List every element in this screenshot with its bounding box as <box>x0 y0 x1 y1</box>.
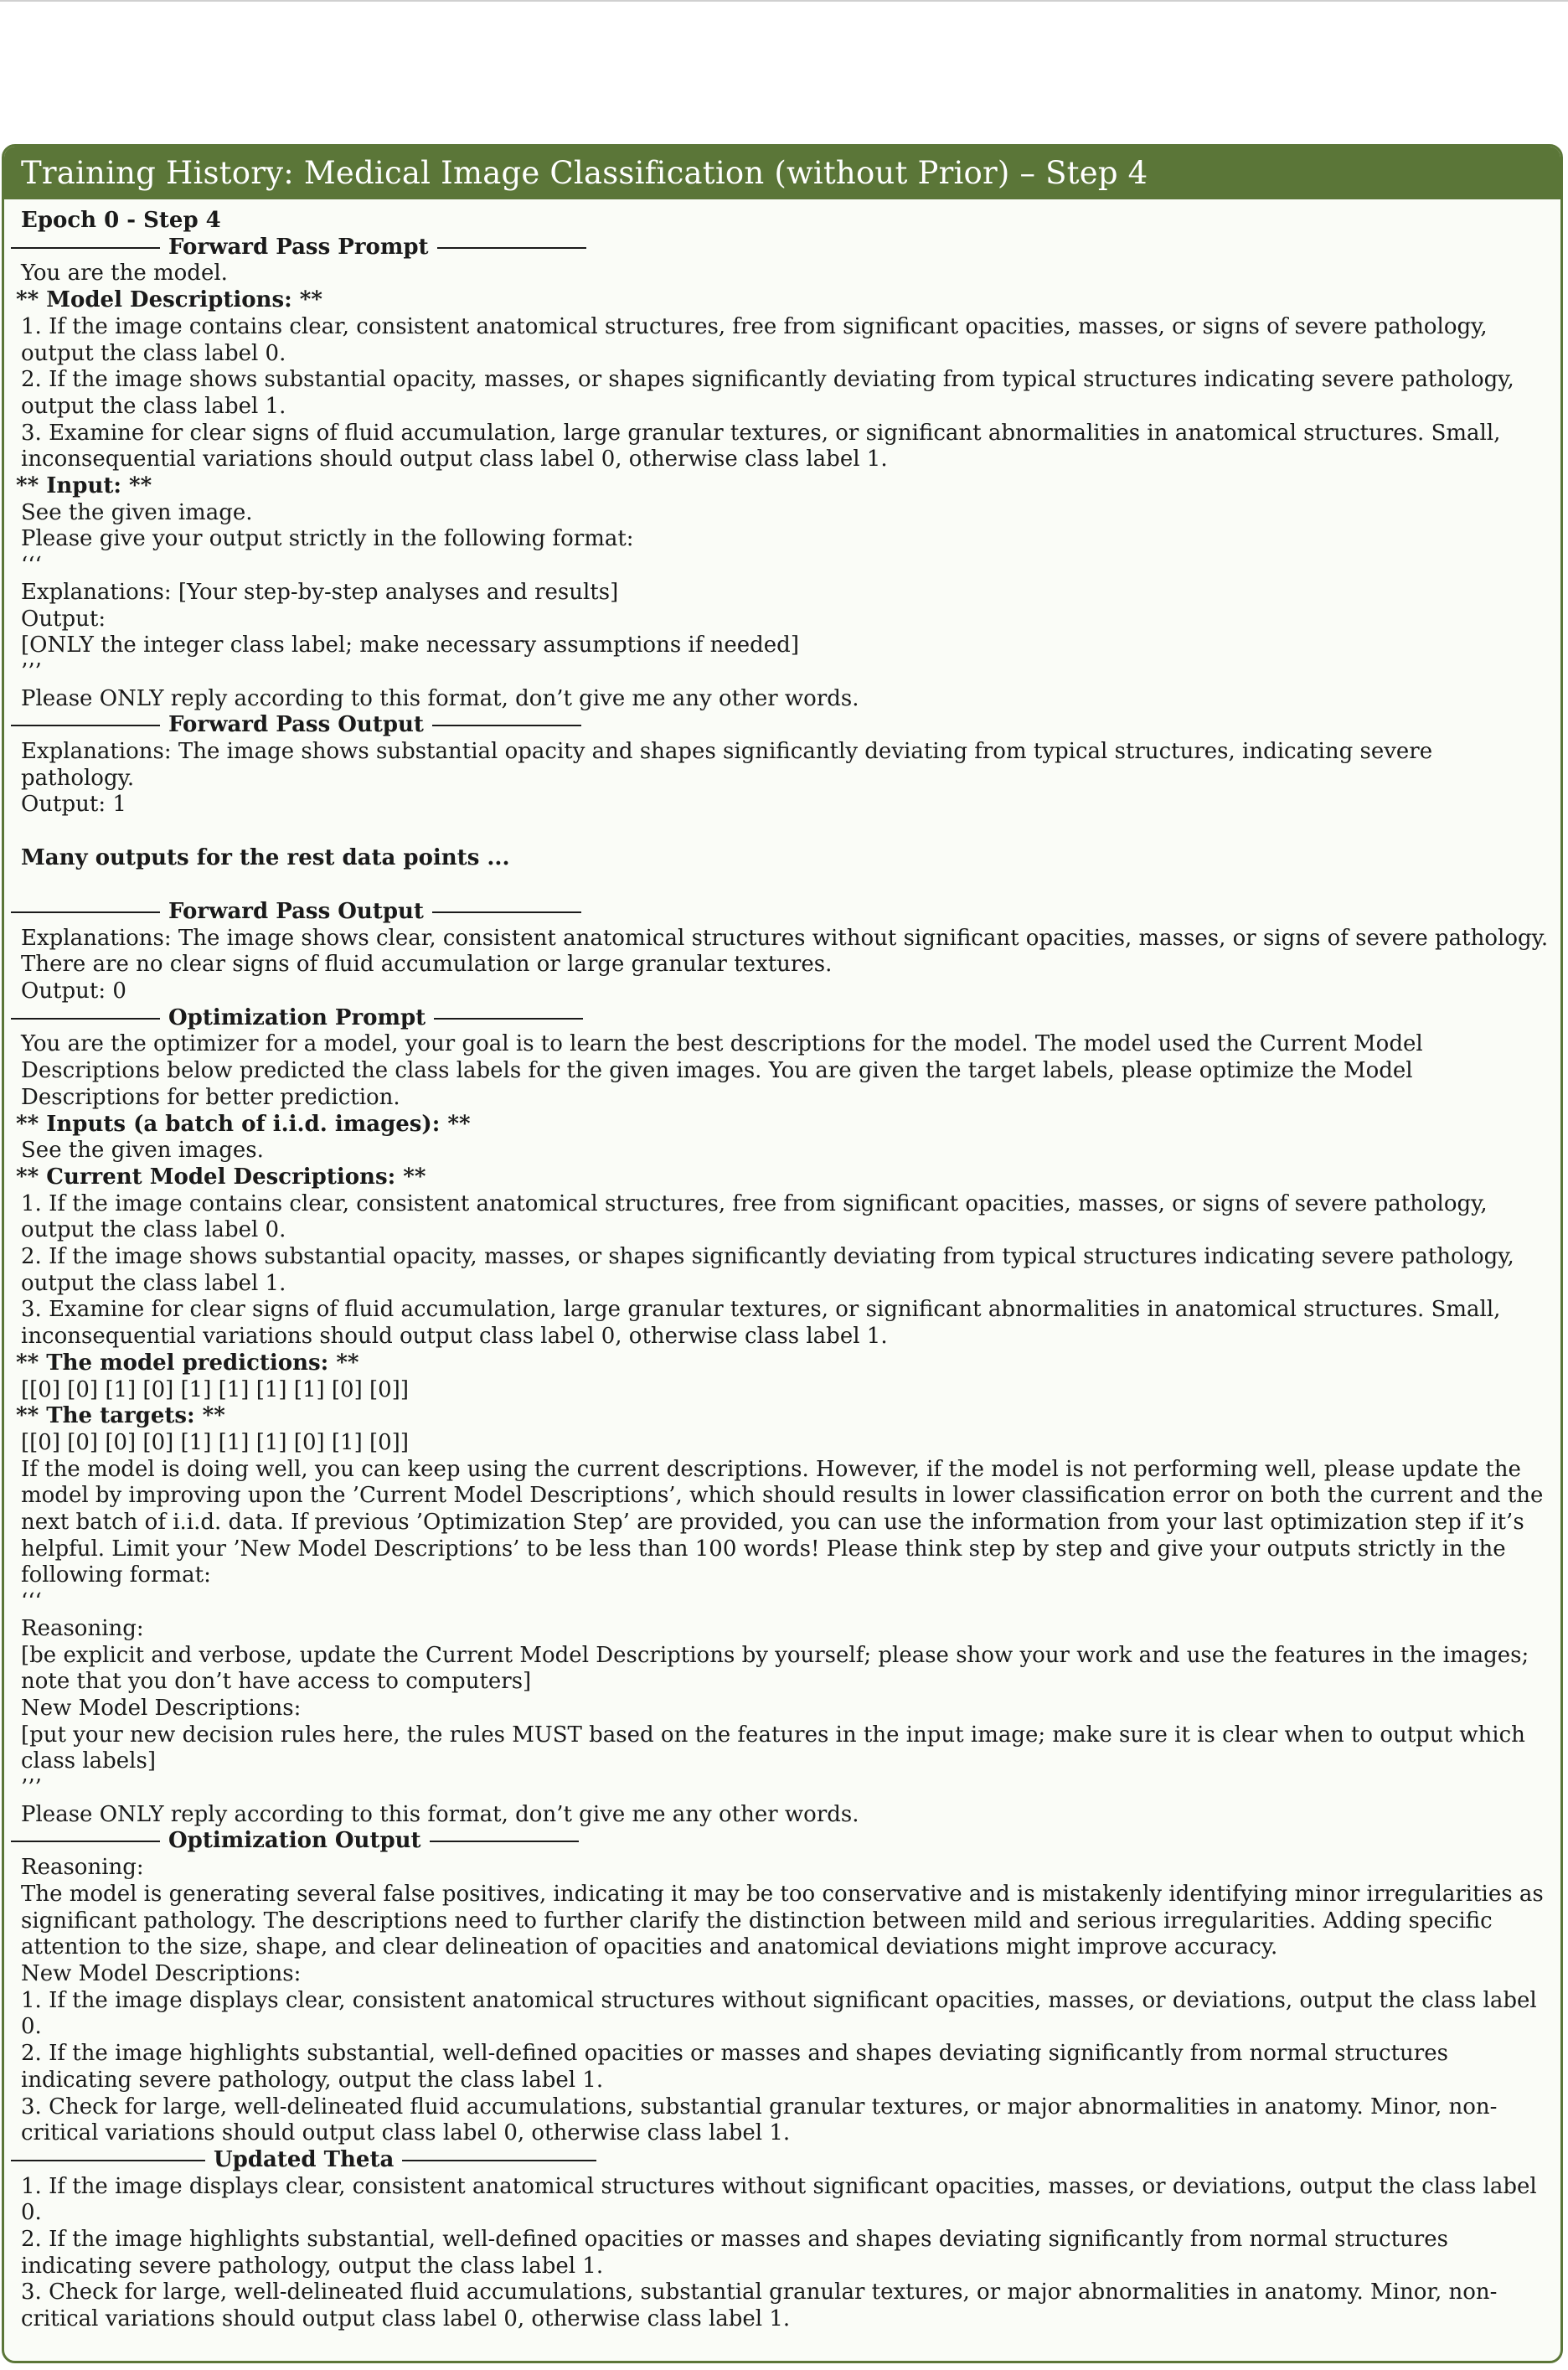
theta-rule-1: 1. If the image displays clear, consistent anatomical structures without significant opacities, masses, or deviations, output the class label 0. <box>21 2173 1537 2226</box>
forward-rule-1: 1. If the image contains clear, consistent anatomical structures, free from significant opacities, masses, or signs of severe pathology, output the class label 0. <box>21 313 1488 366</box>
optimization-intro: You are the optimizer for a model, your goal is to learn the best descriptions for the model. The model used the Current Model Descriptions below predicted the class labels for the given images. You are given the target labels, please optimize the Model Descriptions for better prediction. <box>21 1031 1423 1110</box>
forward-line-6: [ONLY the integer class label; make necessary assumptions if needed] <box>21 633 799 658</box>
new-rule-3: 3. Check for large, well-delineated fluid accumulations, substantial granular textures, or major abnormalities in anatomy. Minor, non-critical variations should output class label 0, otherwise class label 1. <box>21 2094 1498 2146</box>
format-line-4: New Model Descriptions: <box>21 1695 302 1721</box>
forward-line-5: Output: <box>21 606 106 632</box>
forward-line-8: Please ONLY reply according to this format, don’t give me any other words. <box>21 685 859 711</box>
training-history-box <box>2 144 1563 2363</box>
format-line-2: Reasoning: <box>21 1615 144 1641</box>
forward-output-2-separator <box>11 899 1549 926</box>
current-rule-3: 3. Examine for clear signs of fluid accumulation, large granular textures, or significant abnormalities in anatomical structures. Small, inconsequential variations should output class label 0, otherwise class label 1. <box>21 1297 1501 1350</box>
top-rule <box>0 0 1568 2</box>
predictions-heading: ** The model predictions: ** <box>16 1350 359 1376</box>
new-rule-2: 2. If the image highlights substantial, well-defined opacities or masses and shapes deviating significantly from normal structures indicating severe pathology, output the class label 1. <box>21 2041 1448 2093</box>
forward-line-7: ’’’ <box>21 658 42 684</box>
box-body <box>4 199 1560 2333</box>
box-title: Training History: Medical Image Classification (without Prior) – Step 4 <box>4 147 1560 199</box>
forward-output-1-header: Forward Pass Output <box>168 712 424 738</box>
targets-values: [[0] [0] [0] [0] [1] [1] [1] [0] [1] [0]] <box>21 1429 409 1455</box>
forward-line-1: See the given image. <box>21 499 253 525</box>
forward-prompt-separator <box>11 235 1549 261</box>
forward-output-2-explanation: Explanations: The image shows clear, consistent anatomical structures without significant opacities, masses, or signs of severe pathology. There are no clear signs of fluid accumulation or large granular textures. <box>21 925 1549 978</box>
optimization-prompt-separator <box>11 1005 1549 1032</box>
forward-prompt-header: Forward Pass Prompt <box>168 234 429 260</box>
current-descriptions-heading: ** Current Model Descriptions: ** <box>16 1164 426 1190</box>
updated-theta-header: Updated Theta <box>214 2146 395 2172</box>
inputs-heading: ** Inputs (a batch of i.i.d. images): ** <box>16 1111 471 1137</box>
epoch-heading: Epoch 0 - Step 4 <box>21 208 221 233</box>
many-outputs-note: Many outputs for the rest data points ... <box>21 845 510 871</box>
theta-rule-3: 3. Check for large, well-delineated fluid accumulations, substantial granular textures, or major abnormalities in anatomy. Minor, non-critical variations should output class label 0, otherwise class label 1. <box>21 2280 1498 2332</box>
forward-output-1-separator <box>11 712 1549 739</box>
forward-rule-2: 2. If the image shows substantial opacity, masses, or shapes significantly deviating from typical structures indicating severe pathology, output the class label 1. <box>21 367 1514 419</box>
targets-heading: ** The targets: ** <box>16 1403 225 1429</box>
forward-line-2: Please give your output strictly in the following format: <box>21 526 634 552</box>
format-line-5: [put your new decision rules here, the rules MUST based on the features in the input image; make sure it is clear when to output which class labels] <box>21 1722 1525 1774</box>
format-line-3: [be explicit and verbose, update the Current Model Descriptions by yourself; please show your work and use the features in the images; note that you don’t have access to computers] <box>21 1642 1529 1695</box>
reasoning-text: The model is generating several false positives, indicating it may be too conservative and is mistakenly identifying minor irregularities as significant pathology. The descriptions need to further clarify the distinction between mild and serious irregularities. Adding specific attention to the size, shape, and clear delineation of opacities and anatomical deviations might improve accuracy. <box>21 1881 1544 1960</box>
input-heading: ** Input: ** <box>16 473 152 499</box>
format-line-6: ’’’ <box>21 1775 42 1801</box>
new-rule-1: 1. If the image displays clear, consistent anatomical structures without significant opacities, masses, or deviations, output the class label 0. <box>21 1987 1537 2040</box>
current-rule-1: 1. If the image contains clear, consistent anatomical structures, free from significant opacities, masses, or signs of severe pathology, output the class label 0. <box>21 1190 1488 1243</box>
forward-line-3: ‘‘‘ <box>21 553 42 579</box>
updated-theta-separator <box>11 2147 1549 2174</box>
current-rule-2: 2. If the image shows substantial opacity, masses, or shapes significantly deviating from typical structures indicating severe pathology, output the class label 1. <box>21 1244 1514 1296</box>
predictions-values: [[0] [0] [1] [0] [1] [1] [1] [1] [0] [0]] <box>21 1376 409 1402</box>
forward-prompt-intro: You are the model. <box>21 261 228 287</box>
optimization-output-separator <box>11 1828 1549 1855</box>
forward-output-2-value: Output: 0 <box>21 978 126 1004</box>
optimization-prompt-header: Optimization Prompt <box>168 1004 426 1030</box>
forward-output-1-explanation: Explanations: The image shows substantial opacity and shapes significantly deviating from typical structures, indicating severe pathology. <box>21 739 1433 791</box>
inputs-text: See the given images. <box>21 1138 264 1164</box>
optimization-output-header: Optimization Output <box>168 1828 421 1854</box>
forward-output-1-value: Output: 1 <box>21 792 126 818</box>
forward-rule-3: 3. Examine for clear signs of fluid accumulation, large granular textures, or significant abnormalities in anatomical structures. Small, inconsequential variations should output class label 0, otherwise class label 1. <box>21 420 1501 472</box>
forward-line-4: Explanations: [Your step-by-step analyses and results] <box>21 579 619 605</box>
format-line-7: Please ONLY reply according to this format, don’t give me any other words. <box>21 1801 859 1827</box>
format-line-1: ‘‘‘ <box>21 1589 42 1615</box>
model-descriptions-heading: ** Model Descriptions: ** <box>16 287 322 313</box>
new-descriptions-label: New Model Descriptions: <box>21 1961 302 1986</box>
theta-rule-2: 2. If the image highlights substantial, well-defined opacities or masses and shapes deviating significantly from normal structures indicating severe pathology, output the class label 1. <box>21 2227 1448 2279</box>
optimization-instructions: If the model is doing well, you can keep using the current descriptions. However, if the model is not performing well, please update the model by improving upon the ’Current Model Descriptions’, which should results in lower classification error on both the current and the next batch of i.i.d. data. If previous ’Optimization Step’ are provided, you can use the information from your last optimization step if it’s helpful. Limit your ’New Model Descriptions’ to be less than 100 words! Please think step by step and give your outputs strictly in the following format: <box>21 1456 1544 1588</box>
reasoning-label: Reasoning: <box>21 1855 144 1881</box>
forward-output-2-header: Forward Pass Output <box>168 898 424 924</box>
